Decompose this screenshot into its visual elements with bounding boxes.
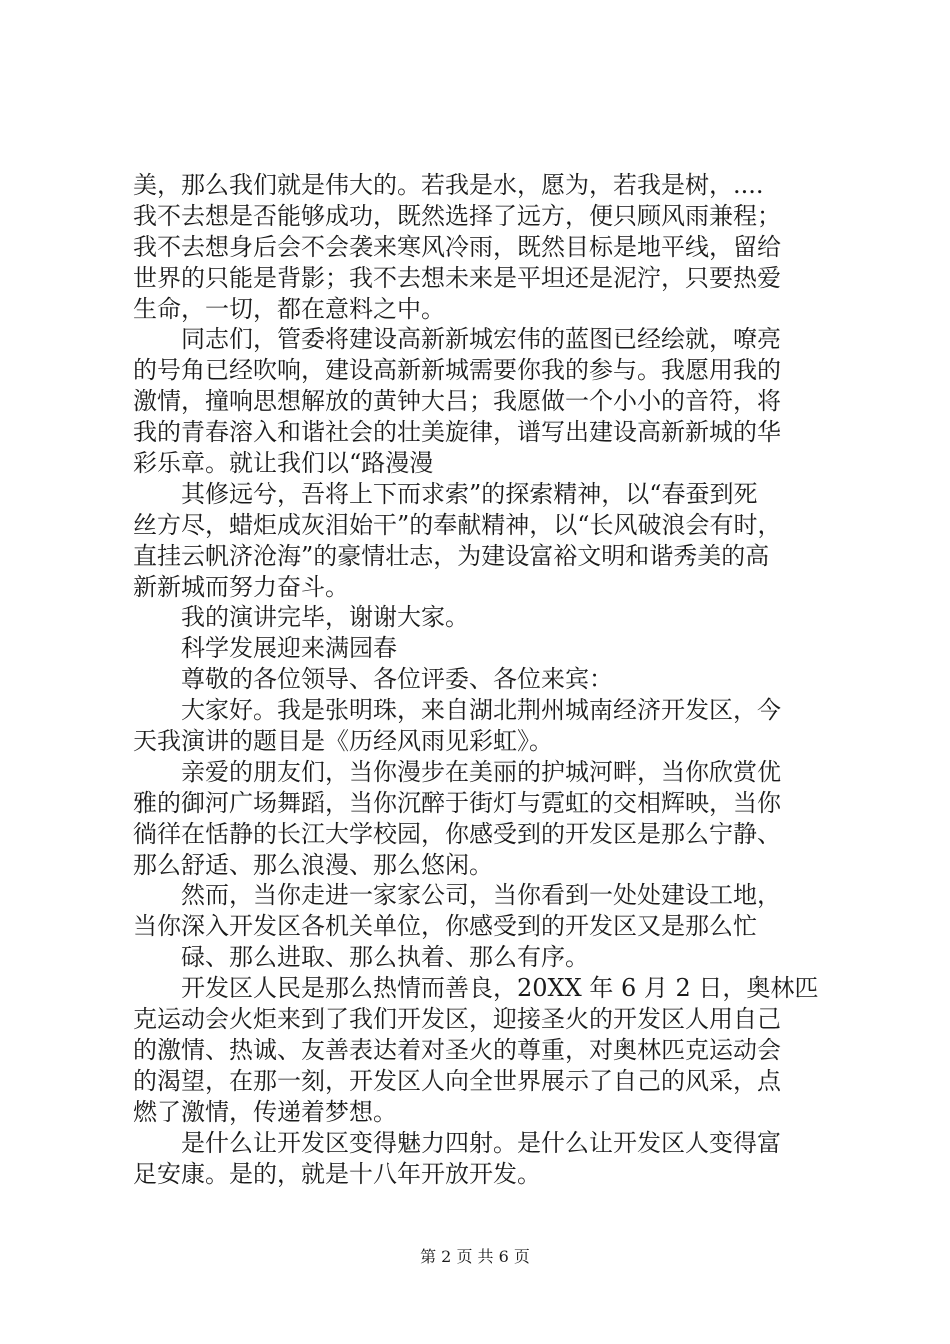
text-line: 科学发展迎来满园春 xyxy=(181,634,397,663)
text-line: 的激情、热诚、友善表达着对圣火的尊重，对奥林匹克运动会 xyxy=(133,1035,781,1064)
text-line: 的渴望，在那一刻，开发区人向全世界展示了自己的风采，点 xyxy=(133,1066,781,1095)
text-line: 我不去想是否能够成功，既然选择了远方，便只顾风雨兼程； xyxy=(133,201,781,230)
text-line: 天我演讲的题目是《历经风雨见彩虹》。 xyxy=(133,727,553,756)
text-line: 是什么让开发区变得魅力四射。是什么让开发区人变得富 xyxy=(181,1128,781,1157)
text-line: 那么舒适、那么浪漫、那么悠闲。 xyxy=(133,850,493,879)
text-line: 生命，一切，都在意料之中。 xyxy=(133,294,445,323)
text-line: 足安康。是的，就是十八年开放开发。 xyxy=(133,1159,541,1188)
text-line: 美，那么我们就是伟大的。若我是水，愿为，若我是树，.... xyxy=(133,171,764,199)
text-line: 同志们，管委将建设高新新城宏伟的蓝图已经绘就，嘹亮 xyxy=(181,325,781,354)
text-line: 碌、那么进取、那么执着、那么有序。 xyxy=(181,943,589,972)
document-body xyxy=(133,170,833,1189)
text-line: 激情，撞响思想解放的黄钟大吕；我愿做一个小小的音符，将 xyxy=(133,387,781,416)
text-line: 我不去想身后会不会袭来寒风冷雨，既然目标是地平线，留给 xyxy=(133,232,781,261)
text-line: 新新城而努力奋斗。 xyxy=(133,572,349,601)
text-line: 尊敬的各位领导、各位评委、各位来宾： xyxy=(181,665,613,694)
text-line: 当你深入开发区各机关单位，你感受到的开发区又是那么忙 xyxy=(133,912,757,941)
text-line: 我的青春溶入和谐社会的壮美旋律，谱写出建设高新新城的华 xyxy=(133,418,781,447)
text-line: 世界的只能是背影；我不去想未来是平坦还是泥泞，只要热爱 xyxy=(133,263,781,292)
text-line: 徜徉在恬静的长江大学校园，你感受到的开发区是那么宁静、 xyxy=(133,819,781,848)
text-line: 亲爱的朋友们，当你漫步在美丽的护城河畔，当你欣赏优 xyxy=(181,757,781,786)
text-line: 我的演讲完毕，谢谢大家。 xyxy=(181,603,469,632)
text-line: 开发区人民是那么热情而善良，20XX 年 6 月 2 日，奥林匹 xyxy=(181,974,819,1003)
text-line: 彩乐章。就让我们以“路漫漫 xyxy=(133,449,434,478)
text-line: 直挂云帆济沧海”的豪情壮志，为建设富裕文明和谐秀美的高 xyxy=(133,541,770,570)
text-line: 雅的御河广场舞蹈，当你沉醉于街灯与霓虹的交相辉映，当你 xyxy=(133,788,781,817)
text-line: 的号角已经吹响，建设高新新城需要你我的参与。我愿用我的 xyxy=(133,356,781,385)
text-line: 克运动会火炬来到了我们开发区，迎接圣火的开发区人用自己 xyxy=(133,1005,781,1034)
page-footer: 第 2 页 共 6 页 xyxy=(420,1247,530,1266)
text-line: 大家好。我是张明珠，来自湖北荆州城南经济开发区，今 xyxy=(181,696,781,725)
text-line: 燃了激情，传递着梦想。 xyxy=(133,1097,397,1126)
text-line: 丝方尽，蜡炬成灰泪始干”的奉献精神，以“长风破浪会有时， xyxy=(133,510,782,539)
text-line: 其修远兮，吾将上下而求索”的探索精神，以“春蚕到死 xyxy=(181,479,758,508)
text-line: 然而，当你走进一家家公司，当你看到一处处建设工地， xyxy=(181,881,781,910)
